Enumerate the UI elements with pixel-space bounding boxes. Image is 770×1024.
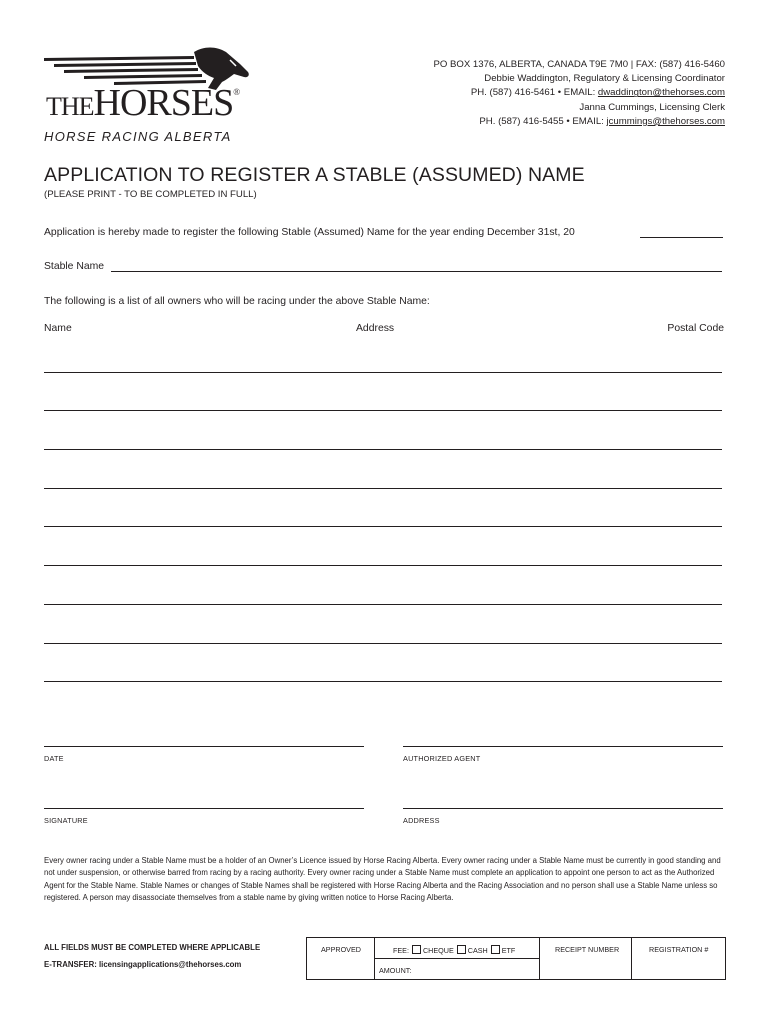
horse-racing-alberta-logo: [44, 44, 256, 144]
coordinator-email-link[interactable]: dwaddington@thehorses.com: [597, 87, 725, 99]
table-divider: [631, 938, 632, 979]
authorized-agent-field[interactable]: [403, 746, 723, 747]
date-label: DATE: [44, 754, 64, 763]
cheque-label: CHEQUE: [422, 946, 454, 955]
stable-name-label: Stable Name: [44, 261, 105, 272]
etf-label: ETF: [501, 946, 516, 955]
owners-intro: The following is a list of all owners who will be racing under the above Stable Name:: [44, 296, 430, 307]
owner-entry-line-9[interactable]: [44, 681, 722, 682]
amount-label: AMOUNT:: [379, 966, 412, 975]
table-divider: [374, 958, 539, 959]
logo-horses: HORSES: [93, 82, 234, 124]
contact-coordinator-phone: [433, 86, 725, 100]
receipt-number-label: RECEIPT NUMBER: [555, 945, 620, 954]
all-fields-notice: ALL FIELDS MUST BE COMPLETED WHERE APPLICABLE: [44, 943, 261, 952]
table-divider: [539, 938, 540, 979]
fee-options: [393, 945, 515, 955]
year-field[interactable]: [640, 237, 723, 238]
authorized-agent-label: AUTHORIZED AGENT: [403, 754, 481, 763]
date-field[interactable]: [44, 746, 364, 747]
logo-wordmark: [46, 84, 239, 122]
logo-the: THE: [46, 92, 94, 121]
contact-coordinator: Debbie Waddington, Regulatory & Licensing Coordinator: [484, 73, 725, 85]
form-subtitle: (PLEASE PRINT - TO BE COMPLETED IN FULL): [44, 189, 257, 200]
contact-clerk-phone: [433, 115, 725, 129]
owner-entry-line-8[interactable]: [44, 643, 722, 644]
contact-clerk: Janna Cummings, Licensing Clerk: [579, 101, 725, 113]
coordinator-phone: PH. (587) 416-5461 • EMAIL:: [470, 87, 598, 99]
contact-info: [433, 58, 725, 129]
stable-name-field[interactable]: [111, 271, 722, 272]
cash-label: CASH: [467, 946, 488, 955]
registration-number-label: REGISTRATION #: [649, 945, 709, 954]
logo-subtitle: HORSE RACING ALBERTA: [44, 129, 232, 144]
office-use-table: [306, 937, 726, 980]
form-title: APPLICATION TO REGISTER A STABLE (ASSUMED) NAME: [44, 164, 585, 186]
owner-entry-line-2[interactable]: [44, 410, 722, 411]
application-statement: [44, 227, 575, 238]
owner-entry-line-7[interactable]: [44, 604, 722, 605]
address-field[interactable]: [403, 808, 723, 809]
clerk-phone: PH. (587) 416-5455 • EMAIL:: [479, 115, 607, 127]
cheque-checkbox[interactable]: [412, 945, 421, 954]
owner-entry-line-6[interactable]: [44, 565, 722, 566]
etf-checkbox[interactable]: [491, 945, 500, 954]
column-postal-code: Postal Code: [667, 323, 724, 334]
owner-entry-line-5[interactable]: [44, 526, 722, 527]
registered-mark: ®: [233, 87, 240, 97]
application-text: Application is hereby made to register the following Stable (Assumed) Name for the year ending December 31st, 20: [44, 227, 575, 238]
stable-name-notice: Every owner racing under a Stable Name must be a holder of an Owner’s Licence issued by Horse Racing Alberta. Every owner racing under a Stable Name must be currently in good standing and not under suspension, or otherwise barred from racing by a racing authority. Every owner racing under a Stable Name must complete an application to appoint one person to act as the Authorized Agent for the Stable Name. Stable Names or changes of Stable Names shall be registered with Horse Racing Alberta and the Racing Association and no person shall use a Stable Name unless so registered. A person may disassociate themselves from a stable name by giving written notice to Horse Racing Alberta.: [44, 856, 721, 903]
address-label: ADDRESS: [403, 816, 440, 825]
fee-label: FEE:: [393, 946, 409, 955]
owner-entry-line-1[interactable]: [44, 372, 722, 373]
owner-entry-line-4[interactable]: [44, 488, 722, 489]
contact-address: PO BOX 1376, ALBERTA, CANADA T9E 7M0 | FAX: (587) 416-5460: [433, 59, 725, 70]
signature-field[interactable]: [44, 808, 364, 809]
column-address: Address: [356, 323, 395, 334]
column-name: Name: [44, 323, 72, 334]
owner-entry-line-3[interactable]: [44, 449, 722, 450]
cash-checkbox[interactable]: [457, 945, 466, 954]
approved-label: APPROVED: [321, 945, 361, 954]
etransfer-info: E-TRANSFER: licensingapplications@thehorses.com: [44, 960, 242, 969]
signature-label: SIGNATURE: [44, 816, 88, 825]
clerk-email-link[interactable]: jcummings@thehorses.com: [606, 115, 725, 127]
